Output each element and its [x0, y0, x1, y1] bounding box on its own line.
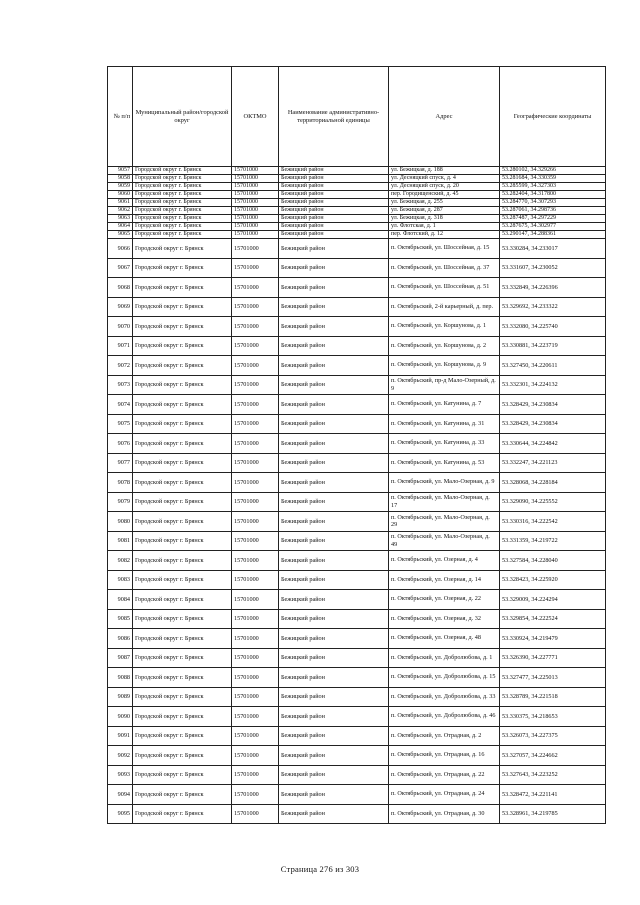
- cell-address: п. Октябрьский, ул. Шоссейная, д. 51: [389, 278, 500, 298]
- cell-num: 9088: [108, 668, 133, 688]
- cell-territory: Бежицкий район: [279, 492, 389, 512]
- cell-territory: Бежицкий район: [279, 609, 389, 629]
- cell-num: 9067: [108, 258, 133, 278]
- cell-geo: 53.329854, 34.222524: [500, 609, 606, 629]
- cell-municipal: Городской округ г. Брянск: [133, 356, 232, 376]
- table-row: [108, 258, 606, 278]
- cell-territory: Бежицкий район: [279, 297, 389, 317]
- cell-municipal: Городской округ г. Брянск: [133, 804, 232, 824]
- cell-municipal: Городской округ г. Брянск: [133, 492, 232, 512]
- cell-address: п. Октябрьский, ул. Мало-Озерная, д. 17: [389, 492, 500, 512]
- cell-address: п. Октябрьский, ул. Озерная, д. 14: [389, 570, 500, 590]
- table-row: [108, 785, 606, 805]
- cell-territory: Бежицкий район: [279, 199, 389, 207]
- cell-num: 9094: [108, 785, 133, 805]
- cell-geo: 53.287675, 34.302977: [500, 223, 606, 231]
- cell-geo: 53.287061, 34.298736: [500, 207, 606, 215]
- table-row: [108, 223, 606, 231]
- table-row: [108, 746, 606, 766]
- cell-num: 9092: [108, 746, 133, 766]
- table-row: [108, 434, 606, 454]
- cell-address: п. Октябрьский, ул. Добролюбова, д. 46: [389, 707, 500, 727]
- table-row: [108, 648, 606, 668]
- cell-oktmo: 15701000: [232, 453, 279, 473]
- cell-oktmo: 15701000: [232, 297, 279, 317]
- cell-territory: Бежицкий район: [279, 804, 389, 824]
- cell-num: 9071: [108, 336, 133, 356]
- cell-territory: Бежицкий район: [279, 239, 389, 259]
- cell-municipal: Городской округ г. Брянск: [133, 175, 232, 183]
- cell-address: п. Октябрьский, ул. Отрадная, д. 2: [389, 726, 500, 746]
- table-row: [108, 231, 606, 239]
- cell-address: п. Октябрьский, ул. Мало-Озерная, д. 9: [389, 473, 500, 493]
- cell-territory: Бежицкий район: [279, 648, 389, 668]
- cell-geo: 53.327450, 34.220611: [500, 356, 606, 376]
- cell-municipal: Городской округ г. Брянск: [133, 191, 232, 199]
- cell-num: 9076: [108, 434, 133, 454]
- cell-geo: 53.328961, 34.219785: [500, 804, 606, 824]
- cell-territory: Бежицкий район: [279, 414, 389, 434]
- cell-num: 9086: [108, 629, 133, 649]
- cell-municipal: Городской округ г. Брянск: [133, 707, 232, 727]
- cell-geo: 53.330316, 34.222542: [500, 512, 606, 532]
- cell-geo: 53.326390, 34.227771: [500, 648, 606, 668]
- cell-geo: 53.332849, 34.226396: [500, 278, 606, 298]
- cell-territory: Бежицкий район: [279, 512, 389, 532]
- cell-oktmo: 15701000: [232, 231, 279, 239]
- cell-municipal: Городской округ г. Брянск: [133, 785, 232, 805]
- cell-oktmo: 15701000: [232, 590, 279, 610]
- cell-oktmo: 15701000: [232, 668, 279, 688]
- cell-num: 9091: [108, 726, 133, 746]
- cell-num: 9077: [108, 453, 133, 473]
- cell-oktmo: 15701000: [232, 512, 279, 532]
- table-row: [108, 609, 606, 629]
- table-row: [108, 395, 606, 415]
- table-row: [108, 175, 606, 183]
- cell-territory: Бежицкий район: [279, 336, 389, 356]
- header-address: Адрес: [389, 67, 500, 167]
- cell-geo: 53.326073, 34.227375: [500, 726, 606, 746]
- cell-oktmo: 15701000: [232, 726, 279, 746]
- cell-geo: 53.330284, 34.233017: [500, 239, 606, 259]
- cell-geo: 53.329090, 34.225552: [500, 492, 606, 512]
- cell-address: ул. Бежицкая, д. 287: [389, 207, 500, 215]
- table-row: [108, 473, 606, 493]
- cell-address: ул. Флотская, д. 1: [389, 223, 500, 231]
- table-row: [108, 356, 606, 376]
- table-row: [108, 804, 606, 824]
- cell-municipal: Городской округ г. Брянск: [133, 726, 232, 746]
- cell-geo: 53.328423, 34.225920: [500, 570, 606, 590]
- table-row: [108, 199, 606, 207]
- cell-oktmo: 15701000: [232, 434, 279, 454]
- cell-territory: Бежицкий район: [279, 356, 389, 376]
- cell-num: 9089: [108, 687, 133, 707]
- cell-oktmo: 15701000: [232, 648, 279, 668]
- cell-municipal: Городской округ г. Брянск: [133, 531, 232, 551]
- table-row: [108, 512, 606, 532]
- cell-municipal: Городской округ г. Брянск: [133, 167, 232, 175]
- cell-oktmo: 15701000: [232, 317, 279, 337]
- table-row: [108, 492, 606, 512]
- cell-municipal: Городской округ г. Брянск: [133, 609, 232, 629]
- cell-geo: 53.327057, 34.224662: [500, 746, 606, 766]
- cell-oktmo: 15701000: [232, 215, 279, 223]
- cell-municipal: Городской округ г. Брянск: [133, 590, 232, 610]
- header-num: № п/п: [108, 67, 133, 167]
- cell-address: п. Октябрьский, ул. Коршунова, д. 1: [389, 317, 500, 337]
- cell-num: 9073: [108, 375, 133, 395]
- cell-municipal: Городской округ г. Брянск: [133, 231, 232, 239]
- cell-oktmo: 15701000: [232, 199, 279, 207]
- cell-territory: Бежицкий район: [279, 258, 389, 278]
- cell-address: пер. Городищенский, д. 45: [389, 191, 500, 199]
- cell-address: ул. Бежицкая, д. 318: [389, 215, 500, 223]
- cell-geo: 53.331607, 34.230052: [500, 258, 606, 278]
- cell-address: п. Октябрьский, ул. Озерная, д. 22: [389, 590, 500, 610]
- cell-address: п. Октябрьский, ул. Отрадная, д. 22: [389, 765, 500, 785]
- cell-address: п. Октябрьский, ул. Отрадная, д. 24: [389, 785, 500, 805]
- cell-municipal: Городской округ г. Брянск: [133, 687, 232, 707]
- cell-oktmo: 15701000: [232, 395, 279, 415]
- cell-address: п. Октябрьский, ул. Коршунова, д. 2: [389, 336, 500, 356]
- cell-address: п. Октябрьский, 2-й карьерный, д. пер.: [389, 297, 500, 317]
- cell-num: 9082: [108, 551, 133, 571]
- cell-territory: Бежицкий район: [279, 746, 389, 766]
- cell-num: 9087: [108, 648, 133, 668]
- cell-oktmo: 15701000: [232, 258, 279, 278]
- cell-num: 9095: [108, 804, 133, 824]
- table-row: [108, 629, 606, 649]
- cell-territory: Бежицкий район: [279, 183, 389, 191]
- cell-municipal: Городской округ г. Брянск: [133, 765, 232, 785]
- cell-address: п. Октябрьский, ул. Отрадная, д. 16: [389, 746, 500, 766]
- cell-municipal: Городской округ г. Брянск: [133, 297, 232, 317]
- cell-municipal: Городской округ г. Брянск: [133, 453, 232, 473]
- header-territory: Наименование административно-территориальной единицы: [279, 67, 389, 167]
- cell-geo: 53.327477, 34.225013: [500, 668, 606, 688]
- table-row: [108, 167, 606, 175]
- cell-geo: 53.330644, 34.224842: [500, 434, 606, 454]
- cell-num: 9058: [108, 175, 133, 183]
- cell-num: 9072: [108, 356, 133, 376]
- cell-territory: Бежицкий район: [279, 453, 389, 473]
- table-row: [108, 239, 606, 259]
- cell-municipal: Городской округ г. Брянск: [133, 199, 232, 207]
- cell-oktmo: 15701000: [232, 356, 279, 376]
- cell-geo: 53.280102, 34.329266: [500, 167, 606, 175]
- cell-municipal: Городской округ г. Брянск: [133, 239, 232, 259]
- cell-municipal: Городской округ г. Брянск: [133, 473, 232, 493]
- table-row: [108, 183, 606, 191]
- cell-oktmo: 15701000: [232, 687, 279, 707]
- cell-municipal: Городской округ г. Брянск: [133, 668, 232, 688]
- cell-oktmo: 15701000: [232, 336, 279, 356]
- cell-geo: 53.328429, 34.230834: [500, 414, 606, 434]
- cell-oktmo: 15701000: [232, 570, 279, 590]
- cell-num: 9093: [108, 765, 133, 785]
- cell-municipal: Городской округ г. Брянск: [133, 512, 232, 532]
- cell-address: п. Октябрьский, ул. Озерная, д. 32: [389, 609, 500, 629]
- cell-geo: 53.330881, 34.223719: [500, 336, 606, 356]
- header-row: [108, 67, 606, 167]
- cell-territory: Бежицкий район: [279, 629, 389, 649]
- cell-address: п. Октябрьский, ул. Озерная, д. 4: [389, 551, 500, 571]
- table-row: [108, 215, 606, 223]
- cell-address: ул. Бежицкая, д. 255: [389, 199, 500, 207]
- cell-address: п. Октябрьский, ул. Катунина, д. 53: [389, 453, 500, 473]
- table-row: [108, 765, 606, 785]
- cell-territory: Бежицкий район: [279, 473, 389, 493]
- table-row: [108, 375, 606, 395]
- table-row: [108, 336, 606, 356]
- cell-geo: 53.329692, 34.233322: [500, 297, 606, 317]
- cell-num: 9063: [108, 215, 133, 223]
- address-table: [107, 66, 606, 824]
- cell-geo: 53.332247, 34.221123: [500, 453, 606, 473]
- header-geo: Географические координаты: [500, 67, 606, 167]
- cell-address: п. Октябрьский, ул. Шоссейная, д. 37: [389, 258, 500, 278]
- cell-geo: 53.328472, 34.221141: [500, 785, 606, 805]
- table-row: [108, 726, 606, 746]
- cell-num: 9079: [108, 492, 133, 512]
- cell-municipal: Городской округ г. Брянск: [133, 207, 232, 215]
- cell-territory: Бежицкий район: [279, 317, 389, 337]
- cell-territory: Бежицкий район: [279, 531, 389, 551]
- cell-territory: Бежицкий район: [279, 223, 389, 231]
- cell-territory: Бежицкий район: [279, 551, 389, 571]
- table-row: [108, 570, 606, 590]
- cell-address: п. Октябрьский, ул. Коршунова, д. 9: [389, 356, 500, 376]
- cell-territory: Бежицкий район: [279, 434, 389, 454]
- cell-oktmo: 15701000: [232, 629, 279, 649]
- cell-oktmo: 15701000: [232, 707, 279, 727]
- cell-municipal: Городской округ г. Брянск: [133, 317, 232, 337]
- cell-num: 9084: [108, 590, 133, 610]
- cell-geo: 53.332301, 34.224132: [500, 375, 606, 395]
- table-row: [108, 278, 606, 298]
- cell-geo: 53.290147, 34.288361: [500, 231, 606, 239]
- cell-geo: 53.331359, 34.219722: [500, 531, 606, 551]
- table-row: [108, 551, 606, 571]
- cell-address: п. Октябрьский, пр-д Мало-Озерный, д. 9: [389, 375, 500, 395]
- cell-oktmo: 15701000: [232, 473, 279, 493]
- cell-oktmo: 15701000: [232, 804, 279, 824]
- cell-territory: Бежицкий район: [279, 231, 389, 239]
- cell-territory: Бежицкий район: [279, 707, 389, 727]
- cell-address: п. Октябрьский, ул. Катунина, д. 31: [389, 414, 500, 434]
- cell-municipal: Городской округ г. Брянск: [133, 278, 232, 298]
- cell-municipal: Городской округ г. Брянск: [133, 183, 232, 191]
- cell-territory: Бежицкий район: [279, 395, 389, 415]
- cell-address: п. Октябрьский, ул. Озерная, д. 48: [389, 629, 500, 649]
- table-row: [108, 453, 606, 473]
- cell-geo: 53.285599, 34.327303: [500, 183, 606, 191]
- cell-num: 9068: [108, 278, 133, 298]
- cell-oktmo: 15701000: [232, 175, 279, 183]
- cell-municipal: Городской округ г. Брянск: [133, 746, 232, 766]
- cell-address: п. Октябрьский, ул. Мало-Озерная, д. 29: [389, 512, 500, 532]
- cell-municipal: Городской округ г. Брянск: [133, 414, 232, 434]
- cell-oktmo: 15701000: [232, 375, 279, 395]
- cell-territory: Бежицкий район: [279, 668, 389, 688]
- cell-address: п. Октябрьский, ул. Мало-Озерная, д. 49: [389, 531, 500, 551]
- cell-geo: 53.332080, 34.225740: [500, 317, 606, 337]
- cell-num: 9085: [108, 609, 133, 629]
- cell-address: п. Октябрьский, ул. Добролюбова, д. 1: [389, 648, 500, 668]
- table-row: [108, 207, 606, 215]
- cell-num: 9074: [108, 395, 133, 415]
- cell-territory: Бежицкий район: [279, 765, 389, 785]
- cell-territory: Бежицкий район: [279, 215, 389, 223]
- cell-geo: 53.328789, 34.221518: [500, 687, 606, 707]
- cell-territory: Бежицкий район: [279, 687, 389, 707]
- cell-territory: Бежицкий район: [279, 167, 389, 175]
- cell-geo: 53.327643, 34.223252: [500, 765, 606, 785]
- cell-territory: Бежицкий район: [279, 191, 389, 199]
- cell-num: 9075: [108, 414, 133, 434]
- cell-oktmo: 15701000: [232, 785, 279, 805]
- cell-municipal: Городской округ г. Брянск: [133, 434, 232, 454]
- cell-oktmo: 15701000: [232, 746, 279, 766]
- cell-num: 9081: [108, 531, 133, 551]
- cell-municipal: Городской округ г. Брянск: [133, 375, 232, 395]
- page-number: Страница 276 из 303: [280, 864, 360, 874]
- cell-num: 9057: [108, 167, 133, 175]
- table-row: [108, 317, 606, 337]
- cell-num: 9083: [108, 570, 133, 590]
- cell-address: п. Октябрьский, ул. Катунина, д. 33: [389, 434, 500, 454]
- cell-oktmo: 15701000: [232, 191, 279, 199]
- cell-oktmo: 15701000: [232, 531, 279, 551]
- cell-address: п. Октябрьский, ул. Добролюбова, д. 15: [389, 668, 500, 688]
- cell-geo: 53.327584, 34.228040: [500, 551, 606, 571]
- cell-oktmo: 15701000: [232, 551, 279, 571]
- cell-num: 9059: [108, 183, 133, 191]
- table-row: [108, 191, 606, 199]
- cell-oktmo: 15701000: [232, 167, 279, 175]
- cell-num: 9090: [108, 707, 133, 727]
- cell-municipal: Городской округ г. Брянск: [133, 336, 232, 356]
- cell-num: 9064: [108, 223, 133, 231]
- cell-territory: Бежицкий район: [279, 726, 389, 746]
- cell-address: ул. Десняцкий спуск, д. 20: [389, 183, 500, 191]
- cell-territory: Бежицкий район: [279, 278, 389, 298]
- header-municipal: Муниципальный район/городской округ: [133, 67, 232, 167]
- cell-num: 9061: [108, 199, 133, 207]
- cell-address: п. Октябрьский, ул. Шоссейная, д. 15: [389, 239, 500, 259]
- cell-num: 9062: [108, 207, 133, 215]
- cell-geo: 53.329009, 34.224294: [500, 590, 606, 610]
- table-row: [108, 590, 606, 610]
- table-header: [108, 67, 606, 167]
- cell-territory: Бежицкий район: [279, 207, 389, 215]
- cell-geo: 53.328068, 34.228184: [500, 473, 606, 493]
- cell-address: пер. Флотский, д. 12: [389, 231, 500, 239]
- cell-oktmo: 15701000: [232, 223, 279, 231]
- table-row: [108, 707, 606, 727]
- cell-num: 9060: [108, 191, 133, 199]
- cell-oktmo: 15701000: [232, 609, 279, 629]
- cell-oktmo: 15701000: [232, 492, 279, 512]
- cell-municipal: Городской округ г. Брянск: [133, 648, 232, 668]
- cell-address: п. Октябрьский, ул. Катунина, д. 7: [389, 395, 500, 415]
- cell-municipal: Городской округ г. Брянск: [133, 629, 232, 649]
- cell-municipal: Городской округ г. Брянск: [133, 570, 232, 590]
- table-row: [108, 531, 606, 551]
- cell-address: ул. Десняцкий спуск, д. 4: [389, 175, 500, 183]
- cell-address: п. Октябрьский, ул. Добролюбова, д. 33: [389, 687, 500, 707]
- table-row: [108, 297, 606, 317]
- cell-address: ул. Бежицкая, д. 188: [389, 167, 500, 175]
- cell-municipal: Городской округ г. Брянск: [133, 395, 232, 415]
- cell-geo: 53.281684, 34.330359: [500, 175, 606, 183]
- cell-num: 9069: [108, 297, 133, 317]
- table-row: [108, 687, 606, 707]
- cell-municipal: Городской округ г. Брянск: [133, 551, 232, 571]
- cell-geo: 53.282404, 34.317800: [500, 191, 606, 199]
- table-row: [108, 414, 606, 434]
- cell-territory: Бежицкий район: [279, 785, 389, 805]
- cell-oktmo: 15701000: [232, 765, 279, 785]
- cell-municipal: Городской округ г. Брянск: [133, 223, 232, 231]
- cell-oktmo: 15701000: [232, 239, 279, 259]
- cell-num: 9080: [108, 512, 133, 532]
- cell-municipal: Городской округ г. Брянск: [133, 258, 232, 278]
- cell-num: 9070: [108, 317, 133, 337]
- cell-num: 9065: [108, 231, 133, 239]
- cell-municipal: Городской округ г. Брянск: [133, 215, 232, 223]
- cell-territory: Бежицкий район: [279, 175, 389, 183]
- cell-geo: 53.330375, 34.218653: [500, 707, 606, 727]
- cell-num: 9066: [108, 239, 133, 259]
- cell-territory: Бежицкий район: [279, 590, 389, 610]
- cell-geo: 53.328429, 34.230834: [500, 395, 606, 415]
- table-body: [108, 167, 606, 824]
- cell-territory: Бежицкий район: [279, 375, 389, 395]
- cell-geo: 53.330924, 34.219479: [500, 629, 606, 649]
- cell-address: п. Октябрьский, ул. Отрадная, д. 30: [389, 804, 500, 824]
- cell-oktmo: 15701000: [232, 207, 279, 215]
- table-row: [108, 668, 606, 688]
- cell-territory: Бежицкий район: [279, 570, 389, 590]
- cell-geo: 53.287487, 34.297229: [500, 215, 606, 223]
- cell-oktmo: 15701000: [232, 183, 279, 191]
- cell-geo: 53.284770, 34.307293: [500, 199, 606, 207]
- header-oktmo: ОКТМО: [232, 67, 279, 167]
- cell-oktmo: 15701000: [232, 414, 279, 434]
- cell-oktmo: 15701000: [232, 278, 279, 298]
- cell-num: 9078: [108, 473, 133, 493]
